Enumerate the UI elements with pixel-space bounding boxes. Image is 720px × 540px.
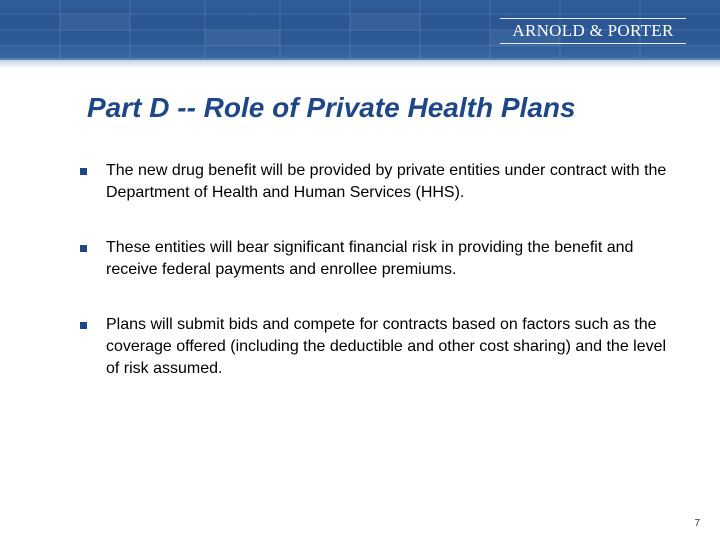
bullet-item bbox=[80, 314, 680, 380]
bullet-text: The new drug benefit will be provided by private entities under contract with the Department of Health and Human Services (HHS). bbox=[106, 162, 667, 201]
logo-text: ARNOLD & PORTER bbox=[512, 21, 674, 40]
page-number: 7 bbox=[694, 518, 700, 529]
logo-rule-top bbox=[500, 18, 686, 19]
square-bullet-icon bbox=[80, 322, 87, 329]
logo-rule-bottom bbox=[500, 43, 686, 44]
bullet-text: Plans will submit bids and compete for contracts based on factors such as the coverage offered (including the deductible and other cost sharing) and the level of risk assumed. bbox=[106, 316, 667, 377]
slide-title: Part D -- Role of Private Health Plans bbox=[87, 92, 576, 123]
firm-logo bbox=[500, 18, 686, 44]
square-bullet-icon bbox=[80, 168, 87, 175]
square-bullet-icon bbox=[80, 245, 87, 252]
bullet-item bbox=[80, 237, 680, 281]
banner-shadow bbox=[0, 58, 720, 68]
bullet-text: These entities will bear significant financial risk in providing the benefit and receive federal payments and enrollee premiums. bbox=[106, 239, 634, 278]
bullet-item bbox=[80, 160, 680, 204]
bullet-list bbox=[80, 160, 680, 413]
header-banner bbox=[0, 0, 720, 60]
